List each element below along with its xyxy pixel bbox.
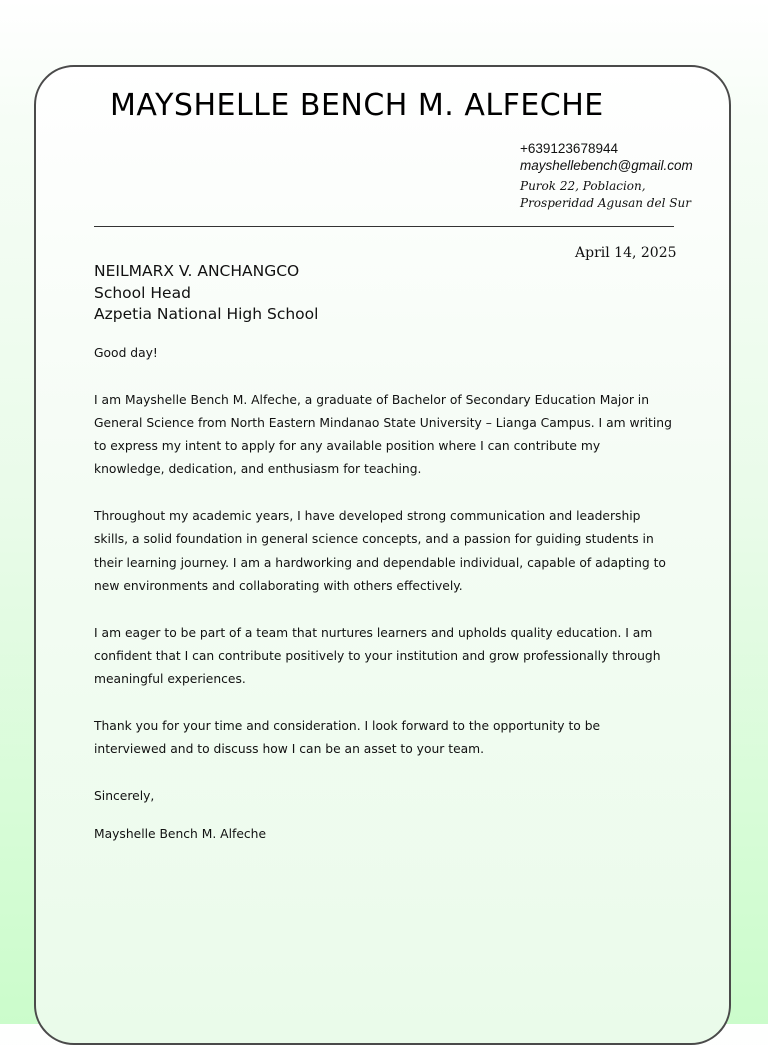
- body-paragraph-3: I am eager to be part of a team that nurtures learners and upholds quality education. I am confident that I can contribute positively to your institution and grow professionally through meaningful experiences.: [94, 625, 661, 687]
- recipient-name: NEILMARX V. ANCHANGCO: [94, 262, 300, 280]
- signature-name: Mayshelle Bench M. Alfeche: [94, 827, 267, 841]
- header-divider: [94, 226, 674, 227]
- letter-date: April 14, 2025: [575, 245, 677, 261]
- closing: Sincerely,: [94, 788, 155, 803]
- recipient-title: School Head: [94, 283, 191, 302]
- letter-body: [94, 342, 674, 831]
- recipient-school: Azpetia National High School: [94, 305, 319, 323]
- address-line-2: Prosperidad Agusan del Sur: [520, 196, 691, 210]
- recipient-block: [94, 261, 318, 326]
- contact-block: [520, 140, 760, 212]
- body-paragraph-4: Thank you for your time and consideration. I look forward to the opportunity to be interviewed and to discuss how I can be an asset to your team.: [94, 718, 601, 757]
- email-address: mayshellebench@gmail.com: [520, 158, 693, 173]
- address-line-1: Purok 22, Poblacion,: [520, 179, 646, 193]
- body-paragraph-1: I am Mayshelle Bench M. Alfeche, a graduate of Bachelor of Secondary Education Major in General Science from North Eastern Mindanao State University – Lianga Campus. I am writing to express my intent to apply for any available position where I can contribute my knowledge, dedication, and enthusiasm for teaching.: [94, 392, 672, 477]
- applicant-name-heading: MAYSHELLE BENCH M. ALFECHE: [110, 88, 604, 123]
- body-paragraph-2: Throughout my academic years, I have developed strong communication and leadership skills, a solid foundation in general science concepts, and a passion for guiding students in their learning journey. I am a hardworking and dependable individual, capable of adapting to new environments and collaborating with others effectively.: [94, 509, 666, 593]
- phone-number: +639123678944: [520, 141, 618, 156]
- greeting: Good day!: [94, 346, 158, 360]
